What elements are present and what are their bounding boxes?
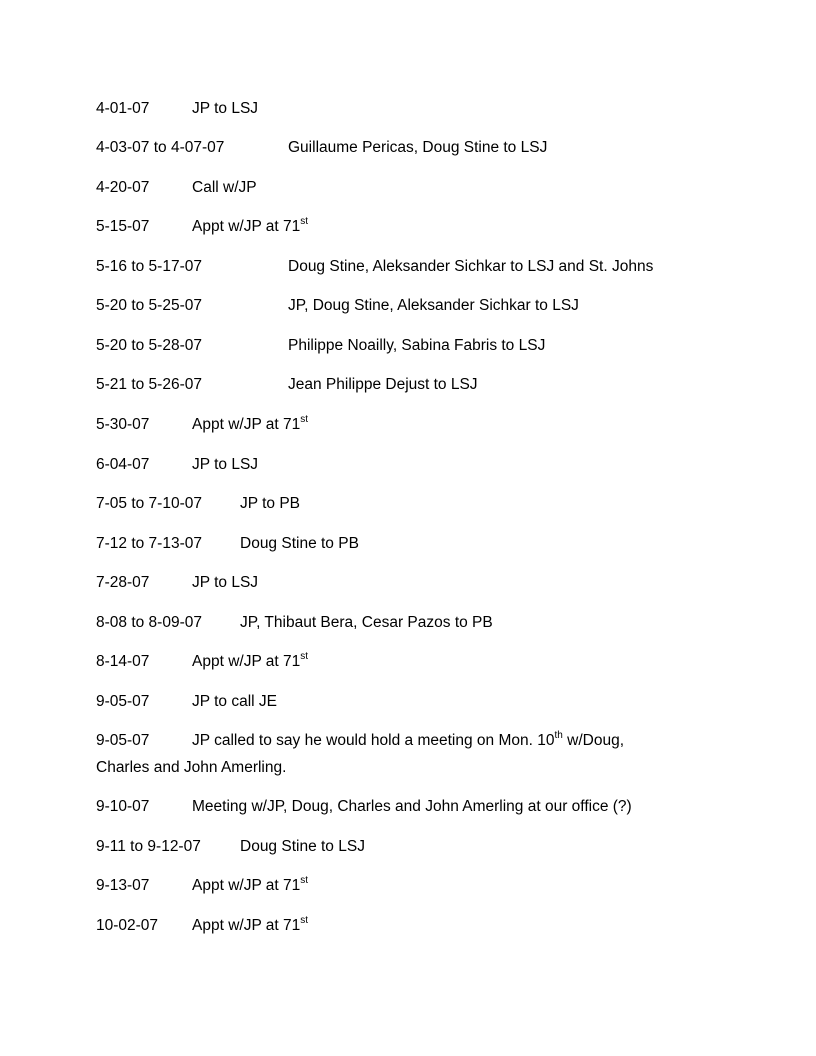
entry-date: 5-30-07 (96, 416, 150, 433)
entry-text: Call w/JP (192, 179, 257, 196)
entry-date: 5-20 to 5-28-07 (96, 337, 202, 354)
entry-date: 9-05-07 (96, 693, 150, 710)
entry-date: 9-10-07 (96, 798, 150, 815)
list-item (96, 134, 696, 161)
list-item (96, 490, 696, 517)
entry-text: JP to LSJ (192, 574, 259, 591)
list-item (96, 95, 696, 122)
entry-text: Meeting w/JP, Doug, Charles and John Amerling at our office (?) (192, 798, 632, 815)
entry-text: Philippe Noailly, Sabina Fabris to LSJ (288, 337, 546, 354)
ordinal-suffix: st (300, 874, 309, 886)
list-item (96, 451, 696, 478)
list-item (96, 174, 696, 201)
ordinal-suffix: st (300, 413, 309, 425)
list-item (96, 727, 696, 754)
ordinal-suffix: st (300, 215, 309, 227)
entry-date: 8-08 to 8-09-07 (96, 614, 202, 631)
entry-text-group (192, 411, 308, 438)
entry-text: Appt w/JP at 71 (192, 917, 301, 934)
list-item (96, 688, 696, 715)
list-item (96, 253, 696, 280)
ordinal-suffix: st (300, 914, 309, 926)
entry-date: 5-21 to 5-26-07 (96, 376, 202, 393)
list-item (96, 213, 696, 240)
entry-date: 9-05-07 (96, 732, 150, 749)
entry-text: Doug Stine to PB (240, 535, 359, 552)
entry-date: 7-12 to 7-13-07 (96, 535, 202, 552)
entry-date: 9-13-07 (96, 877, 150, 894)
entry-text-continuation: Charles and John Amerling. (96, 759, 287, 776)
entry-text: Appt w/JP at 71 (192, 877, 301, 894)
list-item (96, 292, 696, 319)
entry-text: JP to LSJ (192, 456, 259, 473)
entry-text-group (192, 727, 624, 754)
list-item (96, 833, 696, 860)
list-item (96, 411, 696, 438)
entry-date: 7-28-07 (96, 574, 150, 591)
entry-text: JP to call JE (192, 693, 278, 710)
entry-date: 4-03-07 to 4-07-07 (96, 139, 225, 156)
entry-text: JP to PB (240, 495, 301, 512)
list-item (96, 648, 696, 675)
entry-text: JP, Doug Stine, Aleksander Sichkar to LSJ (288, 297, 579, 314)
entry-text: Guillaume Pericas, Doug Stine to LSJ (288, 139, 548, 156)
list-item (96, 332, 696, 359)
list-item (96, 872, 696, 899)
list-item (96, 912, 696, 939)
entry-date: 5-15-07 (96, 218, 150, 235)
ordinal-suffix: th (554, 729, 563, 741)
entry-text-group (192, 648, 308, 675)
entry-date: 4-20-07 (96, 179, 150, 196)
list-item (96, 371, 696, 398)
ordinal-suffix: st (300, 650, 309, 662)
entry-date: 5-20 to 5-25-07 (96, 297, 202, 314)
entry-text: Appt w/JP at 71 (192, 416, 301, 433)
entry-date: 8-14-07 (96, 653, 150, 670)
entry-text: Doug Stine to LSJ (240, 838, 365, 855)
entry-date: 4-01-07 (96, 100, 150, 117)
list-item (96, 609, 696, 636)
entry-text: JP to LSJ (192, 100, 259, 117)
entry-text: Appt w/JP at 71 (192, 653, 301, 670)
entry-text: Jean Philippe Dejust to LSJ (288, 376, 478, 393)
entry-date: 6-04-07 (96, 456, 150, 473)
list-item (96, 793, 696, 820)
entry-text: Appt w/JP at 71 (192, 218, 301, 235)
entry-date: 9-11 to 9-12-07 (96, 838, 201, 855)
list-item-continuation (96, 754, 696, 781)
entry-text: JP, Thibaut Bera, Cesar Pazos to PB (240, 614, 493, 631)
entry-text-end: w/Doug, (562, 732, 624, 749)
entry-date: 5-16 to 5-17-07 (96, 258, 202, 275)
entry-date: 10-02-07 (96, 917, 159, 934)
list-item (96, 569, 696, 596)
entry-text-group (192, 213, 308, 240)
entry-text-group (192, 912, 308, 939)
entry-text: Doug Stine, Aleksander Sichkar to LSJ and St. Johns (288, 258, 654, 275)
list-item (96, 530, 696, 557)
entry-text-group (192, 872, 308, 899)
entry-text: JP called to say he would hold a meeting on Mon. 10 (192, 732, 555, 749)
entry-date: 7-05 to 7-10-07 (96, 495, 202, 512)
